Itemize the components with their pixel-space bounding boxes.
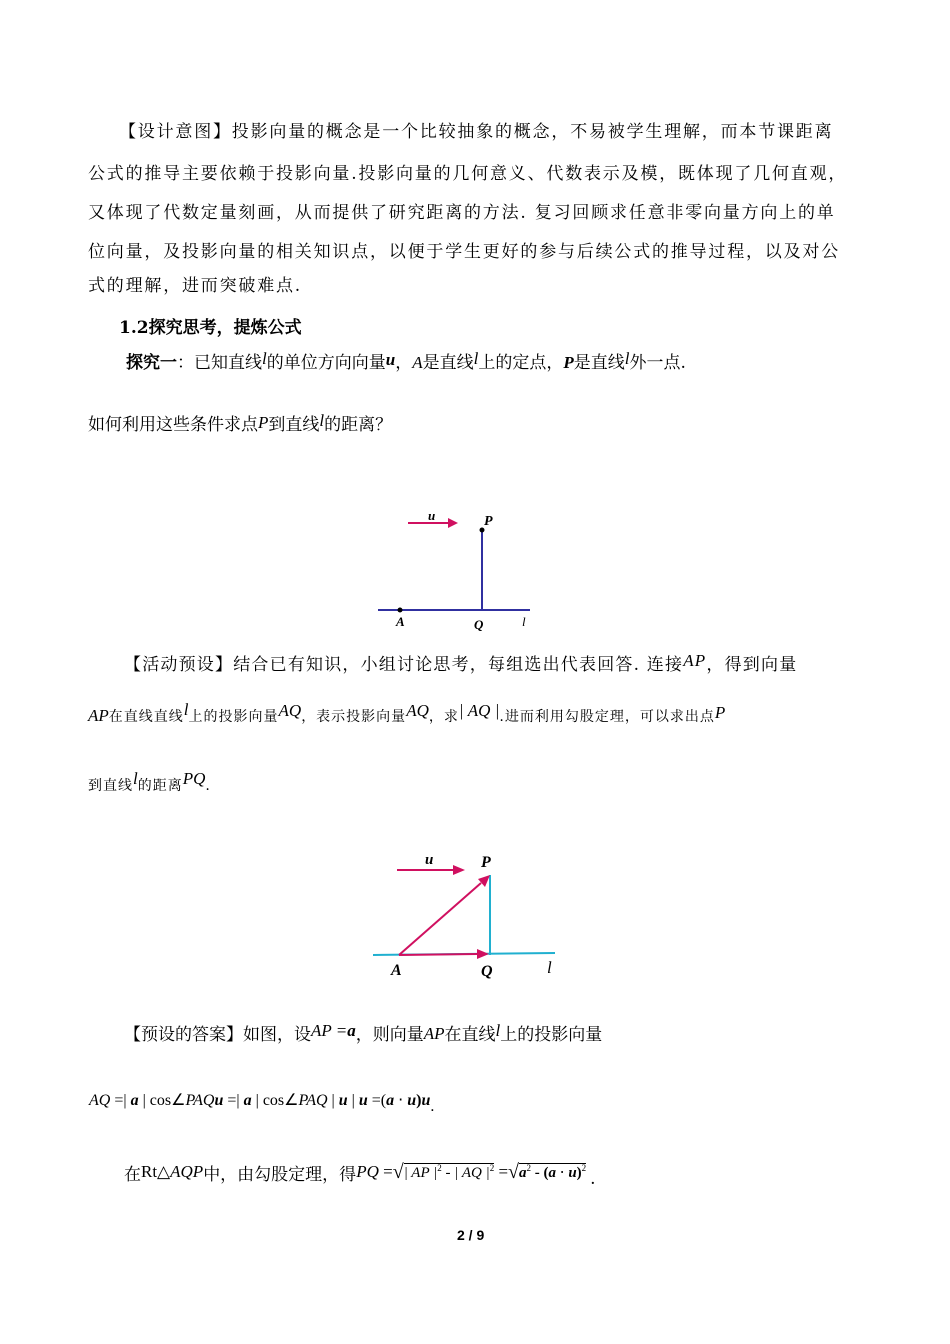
answer-text: ，则向量 [355, 1025, 424, 1045]
formula-symbol: ) [576, 1165, 582, 1181]
projection-formula [89, 1090, 435, 1115]
vector-AQ: AQ [89, 1092, 111, 1109]
vector-a: a [386, 1092, 395, 1109]
explore-text: ：已知直线 [177, 353, 262, 373]
activity-text: 到直线 [88, 778, 133, 794]
line-l: l [183, 700, 189, 719]
formula-symbol: =( [367, 1092, 387, 1109]
formula-symbol: . [430, 1098, 435, 1115]
design-intent-line-2: 公式的推导主要依赖于投影向量.投影向量的几何意义、代数表示及模，既体现了几何直观， [88, 164, 848, 184]
explore-text: ， [395, 353, 413, 373]
formula-symbol: | [347, 1092, 359, 1109]
vector-AP: AP [423, 1024, 445, 1043]
right-triangle-label: Rt△ [141, 1162, 171, 1181]
exponent: 2 [489, 1163, 495, 1173]
activity-text: ，求 [428, 709, 459, 725]
explore-question [88, 410, 392, 435]
label-P: P [481, 854, 491, 871]
label-l: l [522, 614, 526, 629]
activity-text: 【活动预设】结合已有知识，小组讨论思考，每组选出代表回答. 连接 [124, 655, 684, 675]
exponent: 2 [581, 1163, 587, 1173]
angle-PAQ: PAQ [298, 1092, 328, 1109]
angle-PAQ: PAQ [185, 1092, 215, 1109]
line-l: l [133, 769, 138, 788]
explore-label: 探究一 [126, 353, 177, 373]
exponent: 2 [526, 1163, 532, 1173]
label-u: u [425, 852, 434, 868]
vector-AP: AP [311, 1021, 332, 1040]
vector-u: u [407, 1092, 417, 1109]
answer-text: 上的投影向量 [500, 1025, 603, 1045]
page-number: 2 / 9 [457, 1227, 485, 1243]
equals: = [331, 1021, 348, 1040]
vector-AP-arrow [399, 883, 481, 955]
label-Q: Q [474, 617, 484, 632]
answer-line-1 [124, 1020, 602, 1045]
segment-PQ-label: PQ [356, 1162, 379, 1181]
vector-u: u [338, 1092, 348, 1109]
explore-text: 外一点. [629, 353, 686, 373]
vector-a: a [519, 1165, 527, 1181]
dot-product: ⋅ [394, 1092, 408, 1109]
dot-product: ⋅ [556, 1165, 569, 1181]
point-A: A [412, 353, 423, 372]
label-A: A [391, 962, 402, 979]
formula-symbol: | cos∠ [251, 1092, 299, 1109]
segment-PQ-label: PQ [182, 769, 206, 788]
sqrt-sign: √ [392, 1161, 404, 1183]
point-P: P [714, 703, 726, 722]
point-P: P [563, 353, 574, 372]
equals: = [494, 1162, 509, 1181]
activity-text: ，表示投影向量 [301, 709, 407, 725]
vector-a: a [243, 1092, 252, 1109]
design-intent-line-3: 又体现了代数定量刻画，从而提供了研究距离的方法. 复习回顾求任意非零向量方向上的单 [88, 203, 836, 223]
sqrt-radicand-2 [519, 1163, 586, 1181]
pythag-text: 中，由勾股定理，得 [203, 1165, 357, 1185]
answer-text: 【预设的答案】如图，设 [124, 1025, 311, 1045]
vector-AQ: AQ [406, 701, 429, 720]
label-P: P [484, 514, 493, 529]
point-A-dot [398, 608, 403, 613]
vector-a: a [347, 1021, 356, 1040]
pythag-text: 在 [124, 1165, 141, 1185]
design-intent-line-1: 【设计意图】投影向量的概念是一个比较抽象的概念，不易被学生理解，而本节课距离 [119, 122, 834, 142]
line-l: l [624, 349, 630, 368]
triangle-AQP: AQP [170, 1162, 204, 1181]
question-text: 的距离？ [324, 415, 393, 435]
vector-AQ-arrow [399, 954, 477, 955]
label-A: A [396, 614, 405, 629]
line-l: l [319, 411, 325, 430]
question-text: 如何利用这些条件求点 [88, 415, 258, 435]
answer-text: 在直线 [444, 1025, 496, 1045]
abs-AQ: | AQ | [458, 701, 500, 720]
vector-u-arrowhead [453, 865, 465, 875]
minus: - [441, 1165, 455, 1181]
explore-text: 是直线 [573, 353, 625, 373]
vector-u-arrowhead [448, 518, 458, 528]
line-l: l [473, 349, 479, 368]
figure-2 [365, 843, 565, 983]
label-u: u [428, 508, 436, 523]
abs-AP: | AP | [403, 1165, 438, 1181]
vector-a: a [548, 1165, 557, 1181]
section-heading: 1.2探究思考，提炼公式 [119, 318, 302, 338]
equals: = [378, 1162, 393, 1181]
vector-u: u [358, 1092, 368, 1109]
formula-symbol: =| [223, 1092, 244, 1109]
explore-text: 是直线 [422, 353, 474, 373]
sqrt-radicand-1 [404, 1163, 495, 1181]
design-intent-line-4: 位向量，及投影向量的相关知识点，以便于学生更好的参与后续公式的推导过程，以及对公 [88, 242, 840, 262]
exponent: 2 [437, 1163, 442, 1173]
formula-symbol: =| [110, 1092, 131, 1109]
formula-symbol: | [327, 1092, 339, 1109]
formula-symbol: . [590, 1169, 596, 1189]
vector-u: u [214, 1092, 224, 1109]
sqrt-sign: √ [508, 1161, 520, 1183]
point-P: P [258, 413, 269, 432]
activity-text: . [205, 778, 211, 794]
formula-symbol: | cos∠ [138, 1092, 186, 1109]
pythagorean-line [124, 1160, 596, 1189]
question-text: 到直线 [268, 415, 320, 435]
design-intent-line-5: 式的理解，进而突破难点. [88, 276, 303, 296]
minus: - ( [531, 1165, 549, 1181]
formula-symbol: ) [416, 1092, 422, 1109]
activity-line-1 [124, 650, 797, 675]
activity-text: 在直线直线 [108, 709, 184, 725]
abs-AQ: | AQ | [454, 1165, 490, 1181]
activity-line-3 [88, 769, 211, 795]
label-Q: Q [481, 963, 493, 980]
activity-text: 上的投影向量 [188, 709, 279, 725]
activity-text: 的距离 [137, 778, 183, 794]
explore-text: 上的定点， [478, 353, 564, 373]
vector-a: a [130, 1092, 139, 1109]
vector-AQ-arrowhead [477, 949, 489, 959]
vector-u: u [568, 1165, 577, 1181]
figure-1 [370, 505, 540, 635]
activity-line-2 [88, 700, 726, 726]
vector-AP: AP [683, 651, 707, 670]
label-l: l [547, 958, 552, 977]
vector-u: u [421, 1092, 431, 1109]
explore-line [126, 348, 686, 373]
vector-AQ: AQ [278, 701, 302, 720]
explore-text: 的单位方向向量 [266, 353, 386, 373]
vector-u: u [385, 350, 396, 369]
line-l: l [495, 1021, 501, 1040]
activity-text: .进而利用勾股定理，可以求出点 [499, 709, 715, 725]
vector-AP: AP [88, 706, 109, 725]
line-l: l [262, 349, 267, 368]
activity-text: ，得到向量 [706, 655, 798, 675]
